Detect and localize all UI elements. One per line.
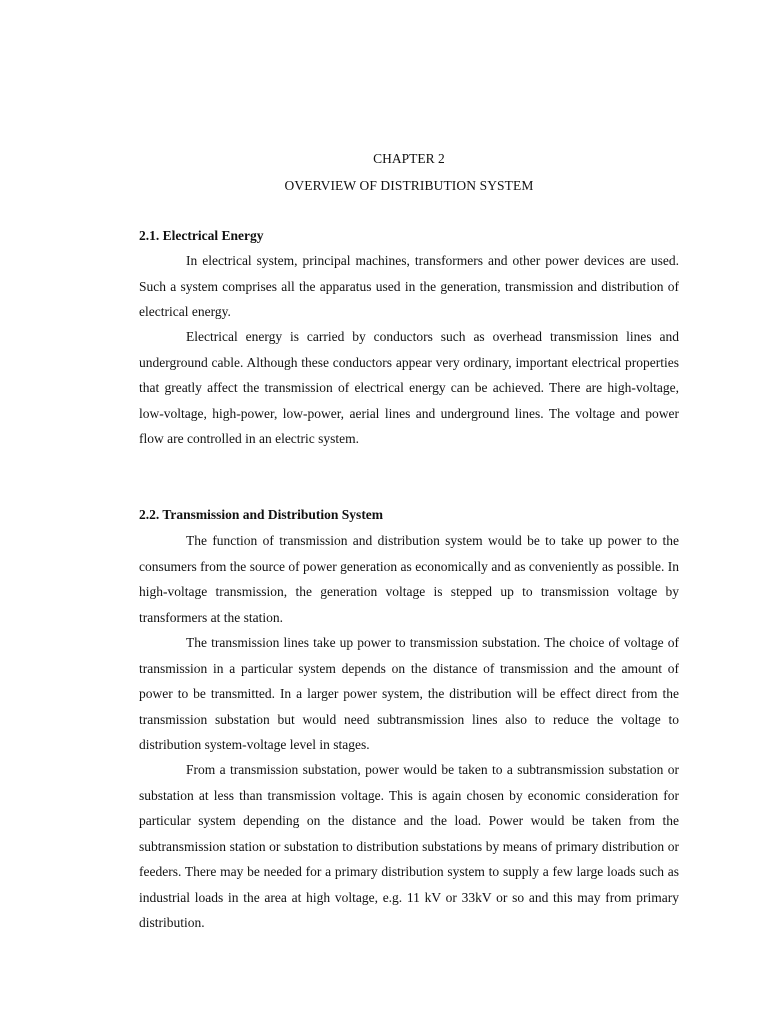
paragraph: The transmission lines take up power to transmission substation. The choice of voltage of transmission in a particular system depends on the distance of transmission and the amount of power to be transmitted. In a larger power system, the distribution will be effect direct from the transmission substation but would need subtransmission lines also to reduce the voltage to distribution system-voltage level in stages. xyxy=(139,635,679,752)
section-heading-transmission-distribution: 2.2. Transmission and Distribution System xyxy=(139,507,384,522)
chapter-number: CHAPTER 2 xyxy=(373,151,445,166)
chapter-title: OVERVIEW OF DISTRIBUTION SYSTEM xyxy=(284,178,534,193)
paragraph: Electrical energy is carried by conductors such as overhead transmission lines and underground cable. Although these conductors appear very ordinary, important electrical properties that greatly affect the transmission of electrical energy can be achieved. There are high-voltage, low-voltage, high-power, low-power, aerial lines and underground lines. The voltage and power flow are controlled in an electric system. xyxy=(139,329,679,446)
paragraph: The function of transmission and distribution system would be to take up power to the consumers from the source of power generation as economically and as conveniently as possible. In high-voltage transmission, the generation voltage is stepped up to transmission voltage by transformers at the station. xyxy=(139,533,679,625)
section-heading-electrical-energy: 2.1. Electrical Energy xyxy=(139,228,264,243)
paragraph: From a transmission substation, power would be taken to a subtransmission substation or substation at less than transmission voltage. This is again chosen by economic consideration for particular system depending on the distance and the load. Power would be taken from the subtransmission station or substation to distribution substations by means of primary distribution or feeders. There may be needed for a primary distribution system to supply a few large loads such as industrial loads in the area at high voltage, e.g. 11 kV or 33kV or so and this may from primary distribution. xyxy=(139,762,679,930)
paragraph: In electrical system, principal machines, transformers and other power devices are used. Such a system comprises all the apparatus used in the generation, transmission and distribution of electrical energy. xyxy=(139,253,679,319)
